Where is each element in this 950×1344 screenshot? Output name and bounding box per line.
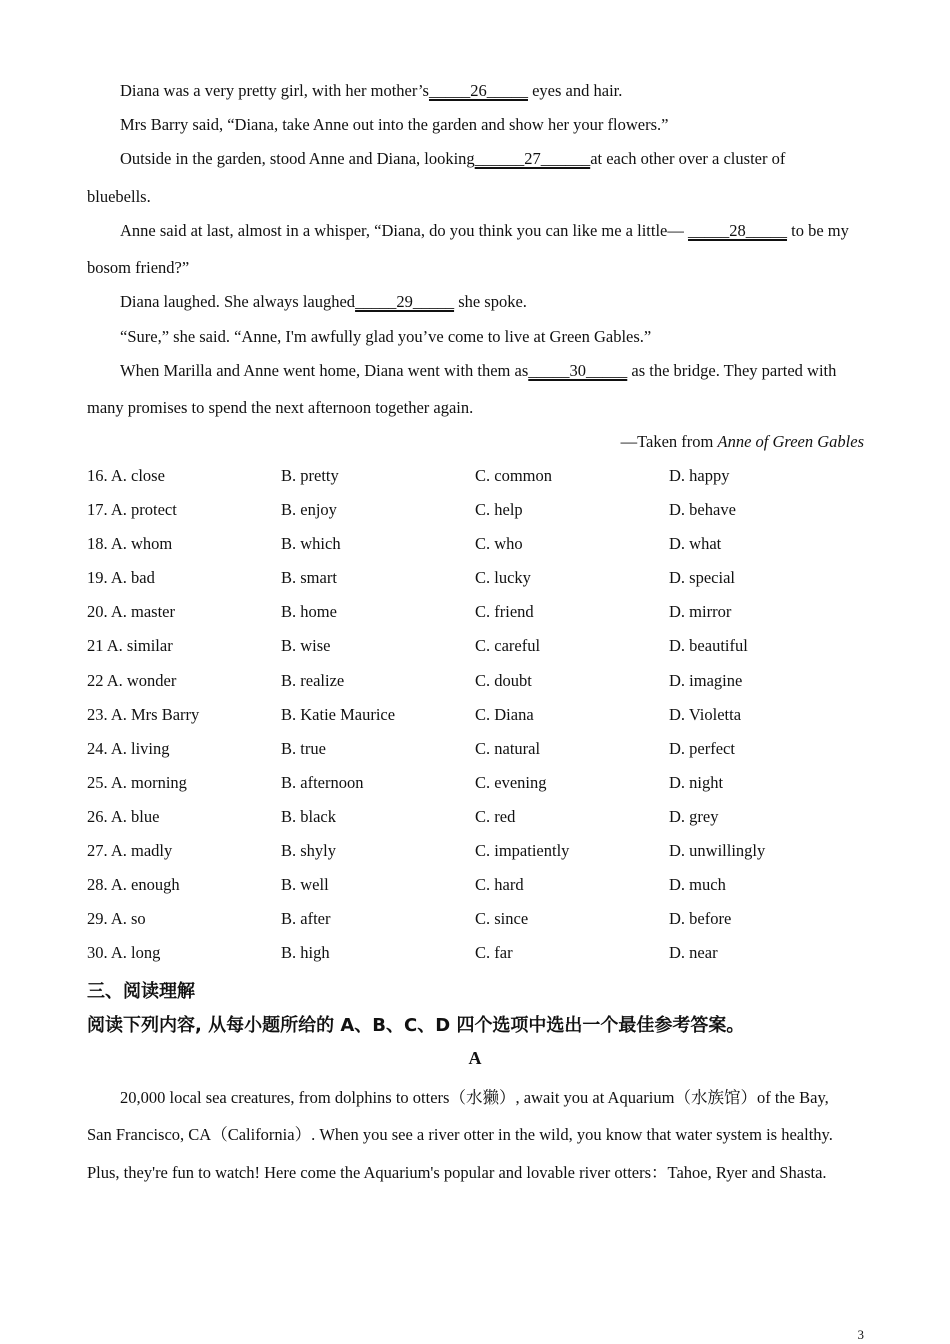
option-row <box>87 739 867 773</box>
option-b: B. well <box>281 875 329 895</box>
option-d: D. what <box>669 534 722 554</box>
option-row <box>87 841 867 875</box>
source-attribution <box>621 432 864 452</box>
passage-paragraph-3 <box>120 149 785 169</box>
option-row <box>87 909 867 943</box>
option-b: B. smart <box>281 568 337 588</box>
option-c: C. far <box>475 943 513 963</box>
option-row <box>87 602 867 636</box>
option-c: C. Diana <box>475 704 534 724</box>
passage-paragraph-4 <box>120 221 849 241</box>
option-c: C. who <box>475 534 523 554</box>
passage-paragraph-2: Mrs Barry said, “Diana, take Anne out into the garden and show her your flowers.” <box>120 115 669 134</box>
passage-paragraph-7 <box>120 361 836 381</box>
option-d: D. perfect <box>669 738 735 758</box>
option-c: C. red <box>475 806 516 826</box>
option-row <box>87 466 867 500</box>
passage-paragraph-6: “Sure,” she said. “Anne, I'm awfully glad you’ve come to live at Green Gables.” <box>120 327 652 346</box>
text: to be my <box>787 221 849 240</box>
passage-paragraph-4-cont: bosom friend?” <box>87 258 190 277</box>
option-a: 23. A. Mrs Barry <box>87 704 200 724</box>
option-row <box>87 534 867 568</box>
option-d: D. beautiful <box>669 636 748 656</box>
option-row <box>87 500 867 534</box>
option-c: C. common <box>475 466 552 485</box>
reading-line-3: Plus, they're fun to watch! Here come the Aquarium's popular and lovable river otters：Tahoe, Ryer and Shasta. <box>87 1163 827 1182</box>
option-b: B. afternoon <box>281 772 364 792</box>
option-d: D. imagine <box>669 670 743 690</box>
option-c: C. impatiently <box>475 841 570 861</box>
option-a: 25. A. morning <box>87 772 187 792</box>
option-d: D. near <box>669 943 718 963</box>
text: Anne said at last, almost in a whisper, “Diana, do you think you can like me a little— <box>120 221 689 240</box>
option-a: 24. A. living <box>87 738 170 758</box>
blank-29: _____29_____ <box>355 292 455 311</box>
option-row <box>87 636 867 670</box>
blank-28: _____28_____ <box>688 221 788 240</box>
option-a: 26. A. blue <box>87 806 160 826</box>
option-a: 19. A. bad <box>87 568 155 588</box>
option-b: B. shyly <box>281 841 337 861</box>
option-b: B. pretty <box>281 466 339 485</box>
option-c: C. help <box>475 500 523 520</box>
option-row <box>87 943 867 977</box>
source-title: Anne of Green Gables <box>717 432 864 451</box>
option-b: B. wise <box>281 636 331 656</box>
option-row <box>87 568 867 602</box>
option-a: 17. A. protect <box>87 500 177 520</box>
text: When Marilla and Anne went home, Diana went with them as <box>120 361 529 380</box>
source-prefix: —Taken from <box>620 432 718 451</box>
blank-27: ______27______ <box>474 149 591 168</box>
option-a: 30. A. long <box>87 943 161 963</box>
option-a: 20. A. master <box>87 602 175 622</box>
option-a: 29. A. so <box>87 909 146 929</box>
option-b: B. high <box>281 943 330 963</box>
text: at each other over a cluster of <box>590 149 786 168</box>
options-table <box>87 466 867 977</box>
option-d: D. mirror <box>669 602 732 622</box>
option-a: 18. A. whom <box>87 534 173 554</box>
text: Diana laughed. She always laughed <box>120 292 356 311</box>
option-b: B. after <box>281 909 331 929</box>
reading-line-2: San Francisco, CA（California）. When you see a river otter in the wild, you know that water system is healthy. <box>87 1125 833 1144</box>
option-b: B. Katie Maurice <box>281 704 396 724</box>
text: she spoke. <box>454 292 527 311</box>
option-b: B. black <box>281 806 336 826</box>
option-row <box>87 671 867 705</box>
option-c: C. doubt <box>475 670 532 690</box>
option-d: D. special <box>669 568 735 588</box>
passage-paragraph-3-cont: bluebells. <box>87 187 151 206</box>
option-d: D. grey <box>669 806 719 826</box>
option-a: 21 A. similar <box>87 636 173 656</box>
option-b: B. true <box>281 738 326 758</box>
text: Outside in the garden, stood Anne and Diana, looking <box>120 149 475 168</box>
option-d: D. night <box>669 772 724 792</box>
text: as the bridge. They parted with <box>627 361 837 380</box>
option-d: D. Violetta <box>669 704 742 724</box>
option-d: D. unwillingly <box>669 841 766 861</box>
passage-paragraph-5 <box>120 292 527 312</box>
option-b: B. realize <box>281 670 345 690</box>
option-a: 16. A. close <box>87 466 165 485</box>
option-d: D. before <box>669 909 732 929</box>
option-a: 27. A. madly <box>87 841 173 861</box>
option-c: C. since <box>475 909 529 929</box>
option-a: 22 A. wonder <box>87 670 177 690</box>
option-c: C. friend <box>475 602 534 622</box>
text: eyes and hair. <box>527 81 623 100</box>
section-title: 三、阅读理解 <box>87 981 195 1002</box>
page-number: 3 <box>857 1327 864 1342</box>
option-d: D. much <box>669 875 726 895</box>
section-instruction: 阅读下列内容, 从每小题所给的 A、B、C、D 四个选项中选出一个最佳参考答案。 <box>87 1015 745 1036</box>
passage-paragraph-1 <box>120 81 622 101</box>
passage-paragraph-7-cont: many promises to spend the next afternoon together again. <box>87 398 474 417</box>
blank-26: _____26_____ <box>428 81 528 100</box>
option-b: B. home <box>281 602 337 622</box>
blank-30: _____30_____ <box>528 361 628 380</box>
option-d: D. behave <box>669 500 736 520</box>
option-d: D. happy <box>669 466 730 485</box>
option-row <box>87 807 867 841</box>
part-heading: A <box>468 1048 482 1068</box>
option-row <box>87 773 867 807</box>
option-row <box>87 705 867 739</box>
option-row <box>87 875 867 909</box>
option-c: C. hard <box>475 875 524 895</box>
option-c: C. lucky <box>475 568 531 588</box>
option-c: C. careful <box>475 636 541 656</box>
option-b: B. enjoy <box>281 500 337 520</box>
option-c: C. natural <box>475 738 541 758</box>
option-c: C. evening <box>475 772 547 792</box>
reading-line-1: 20,000 local sea creatures, from dolphins to otters（水獭）, await you at Aquarium（水族馆）of the Bay, <box>120 1088 829 1107</box>
option-b: B. which <box>281 534 341 554</box>
option-a: 28. A. enough <box>87 875 180 895</box>
text: Diana was a very pretty girl, with her mother’s <box>120 81 429 100</box>
